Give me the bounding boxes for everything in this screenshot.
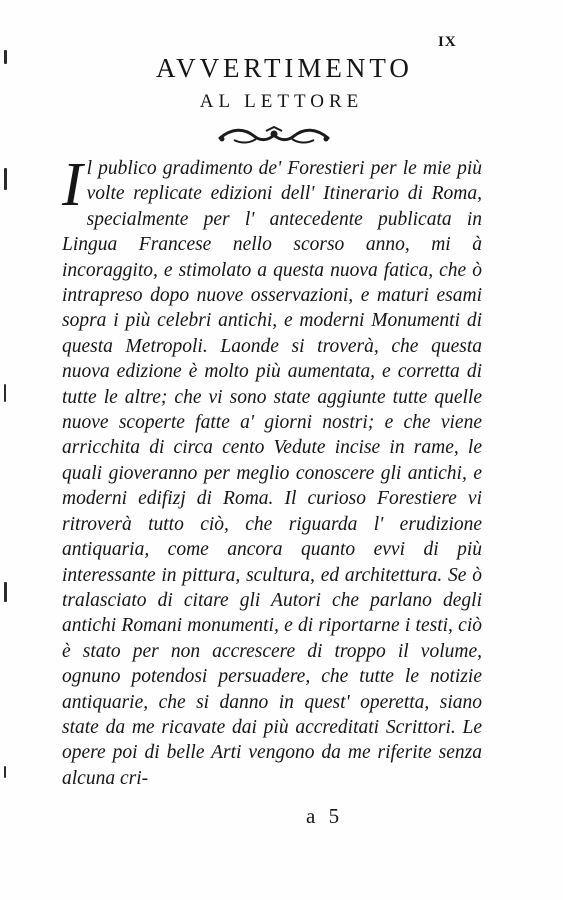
binding-mark xyxy=(4,384,6,402)
signature-mark: a 5 xyxy=(306,804,344,828)
drop-cap: I xyxy=(62,151,83,219)
page-subtitle: AL LETTORE xyxy=(199,91,364,112)
floral-scroll-ornament-icon xyxy=(214,124,334,152)
binding-mark xyxy=(4,766,6,778)
preface-body: l publico gradimento de' Forestieri per le mie più volte replicate edizioni dell' Itinerario di Roma, specialmente per l' antecedente publicata in Lingua Francese nello scorso anno, mi à incoraggito, e stimolato a questa nuova fatica, che ò intrapreso dopo nuove osservazioni, e maturi esami sopra i più celebri antichi, e moderni Monumenti di questa Metropoli. Laonde si troverà, che questa nuova edizione è molto più aumentata, e corretta di tutte le altre; che vi sono state aggiunte tutte quelle nuove scoperte fatte a' giorni nostri; e che viene arricchita di circa cento Vedute incise in rame, le quali gioveranno per meglio conoscere gli antichi, e moderni edifizj di Roma. Il curioso Forestiere vi ritroverà tutto ciò, che riguarda l' erudizione antiquaria, come ancora quanto evvi di più interessante in pittura, scultura, ed architettura. Se ò tralasciato di citare gli Autori che parlano degli antichi Romani monumenti, e di riportarne i testi, ciò è stato per non accrescere di troppo il volume, ognuno potendosi persuadere, che tutte le notizie antiquarie, che si danno in quest' operetta, siano state da me ricavate dai più accreditati Scrittori. Le opere poi di belle Arti vengono da me riferite senza alcuna cri- xyxy=(62,158,482,789)
page-title: AVVERTIMENTO xyxy=(156,53,413,83)
preface-text xyxy=(62,151,482,791)
page-number: IX xyxy=(438,34,457,50)
binding-mark xyxy=(4,168,7,190)
binding-mark xyxy=(4,582,7,602)
